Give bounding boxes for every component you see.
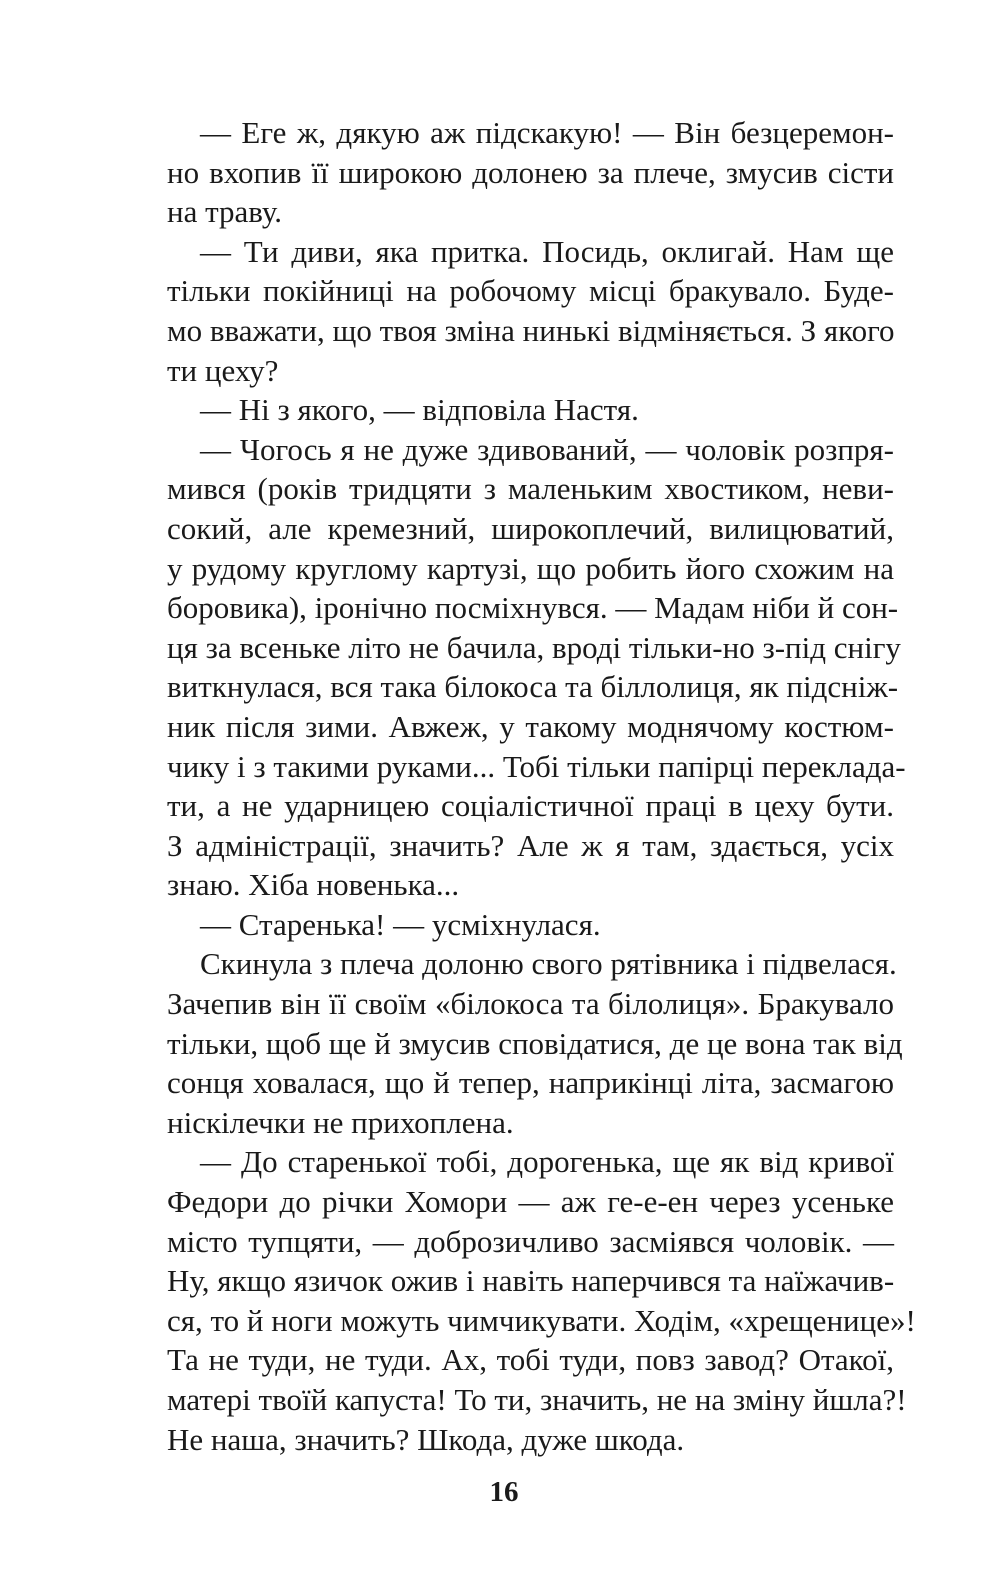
text-line: тільки покійниці на робочому місці бракувало. Буде- (167, 273, 894, 309)
text-line: З адміністрації, значить? Але ж я там, здається, усіх (167, 827, 894, 863)
text-line: ти, а не ударницею соціалістичної праці в цеху бути. (167, 788, 894, 824)
paragraph-4 (134, 430, 906, 905)
text-line: Скинула з плеча долоню свого рятівника і підвелася. (200, 946, 897, 982)
text-line: ти цеху? (167, 352, 279, 388)
text-line: виткнулася, вся така білокоса та біллолиця, як підсніж- (167, 669, 899, 705)
text-line: матері твоїй капуста! То ти, значить, не на зміну йшла?! (167, 1382, 907, 1417)
text-line: місто тупцяти, — доброзичливо засміявся чоловік. — (167, 1223, 894, 1259)
text-line: — Ні з якого, — відповіла Настя. (200, 392, 639, 428)
paragraph-7 (134, 1142, 916, 1459)
paragraph-3 (134, 390, 894, 430)
text-line: тільки, щоб ще й змусив сповідатися, де це вона так від (167, 1025, 903, 1061)
paragraph-5 (134, 905, 894, 945)
text-line: мився (років тридцяти з маленьким хвостиком, неви- (167, 471, 894, 507)
text-line: сокий, але кремезний, широкоплечий, вилицюватий, (167, 510, 894, 546)
text-line: — Чогось я не дуже здивований, — чоловік розпря- (200, 431, 894, 467)
text-line: — Ти диви, яка притка. Посидь, оклигай. Нам ще (200, 233, 894, 269)
text-line: Та не туди, не туди. Ах, тобі туди, повз завод? Отакої, (167, 1342, 894, 1378)
text-line: Зачепив він її своїм «білокоса та білолиця». Бракувало (167, 986, 894, 1022)
text-line: Ну, якщо язичок ожив і навіть наперчився та наїжачив- (167, 1263, 895, 1299)
text-line: — Еге ж, дякую аж підскакую! — Він безцеремон- (200, 115, 894, 150)
text-line: у рудому круглому картузі, що робить його схожим на (167, 550, 894, 586)
paragraph-2 (134, 232, 894, 390)
text-line: — Старенька! — усміхнулася. (200, 906, 601, 942)
text-line: чику і з такими руками... Тобі тільки папірці переклада- (167, 748, 906, 784)
text-line: Федори до річки Хомори — аж ге-е-ен через усеньке (167, 1184, 894, 1220)
page-body (134, 113, 916, 1459)
text-line: но вхопив її широкою долонею за плече, змусив сісти (167, 154, 894, 190)
paragraph-1 (134, 113, 894, 232)
text-line: — До старенької тобі, дорогенька, ще як від кривої (200, 1144, 894, 1180)
paragraph-6 (134, 944, 903, 1142)
text-line: боровика), іронічно посміхнувся. — Мадам ніби й сон- (167, 590, 899, 626)
text-line: ця за всеньке літо не бачила, вроді тільки-но з-під снігу (167, 629, 901, 665)
text-line: сонця ховалася, що й тепер, наприкінці літа, засмагою (167, 1065, 894, 1101)
text-line: на траву. (167, 194, 283, 230)
text-line: знаю. Хіба новенька... (167, 867, 460, 903)
text-line: ся, то й ноги можуть чимчикувати. Ходім, «хрещенице»! (167, 1302, 916, 1338)
page-number: 16 (489, 1476, 519, 1508)
text-line: Не наша, значить? Шкода, дуже шкода. (167, 1421, 685, 1457)
text-line: ник після зими. Авжеж, у такому моднячому костюм- (167, 708, 894, 744)
text-line: ніскілечки не прихоплена. (167, 1104, 514, 1140)
text-line: мо вважати, що твоя зміна нинькі відміняється. З якого (167, 312, 895, 348)
